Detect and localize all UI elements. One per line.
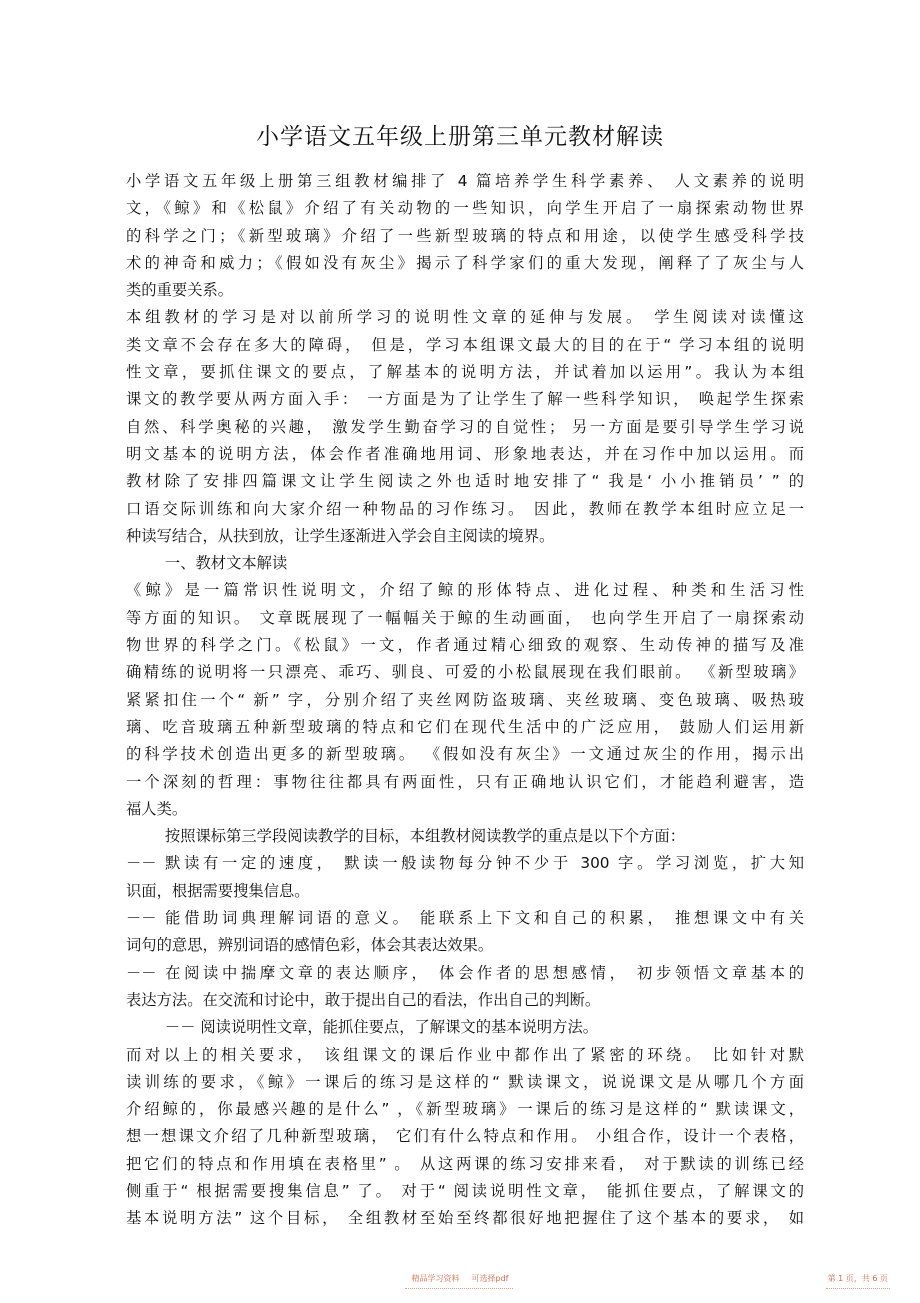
text-line: 文，《鲸》和《松鼠》介绍了有关动物的一些知识，向学生开启了一扇探索动物世界 — [126, 199, 804, 218]
footer-dotted-rule-right — [826, 1288, 890, 1289]
text-line: 小学语文五年级上册第三组教材编排了 4 篇培养学生科学素养、 人文素养的说明 — [126, 172, 804, 190]
text-line: －－ 阅读说明性文章，能抓住要点，了解课文的基本说明方法。 — [126, 1018, 599, 1037]
text-line: 福人类。 — [126, 799, 188, 818]
text-line: 一、教材文本解读 — [126, 554, 288, 573]
text-line: 的科学之门；《新型玻璃》介绍了一些新型玻璃的特点和用途，以使学生感受科学技 — [126, 226, 804, 245]
footer-label-1: 精品学习资料 — [411, 1274, 460, 1283]
text-line: 璃、吃音玻璃五种新型玻璃的特点和它们在现代生活中的广泛应用， 鼓励人们运用新 — [126, 717, 804, 736]
text-line: 紧紧扣住一个“ 新” 字，分别介绍了夹丝网防盗玻璃、夹丝玻璃、变色玻璃、吸热玻 — [126, 690, 804, 709]
text-line: 的科学技术创造出更多的新型玻璃。 《假如没有灰尘》一文通过灰尘的作用，揭示出 — [126, 745, 804, 764]
text-line: －－ 能借助词典理解词语的意义。 能联系上下文和自己的积累， 推想课文中有关 — [126, 909, 804, 928]
text-line: 性文章，要抓住课文的要点，了解基本的说明方法，并试着加以运用”。我认为本组 — [126, 363, 804, 382]
text-line: 物世界的科学之门。《松鼠》一文，作者通过精心细致的观察、生动传神的描写及准 — [126, 636, 804, 655]
text-line: 识面，根据需要搜集信息。 — [126, 881, 310, 900]
footer-dotted-rule-left — [405, 1288, 513, 1289]
footer-label-2: 可选择pdf — [471, 1274, 509, 1283]
text-line: －－ 在阅读中揣摩文章的表达顺序， 体会作者的思想感情， 初步领悟文章基本的 — [126, 963, 804, 982]
text-line: 侧重于“ 根据需要搜集信息” 了。 对于“ 阅读说明性文章， 能抓住要点，了解课文的 — [126, 1181, 804, 1200]
text-line: 一个深刻的哲理：事物往往都具有两面性，只有正确地认识它们，才能趋利避害，造 — [126, 772, 804, 791]
text-line: 课文的教学要从两方面入手： 一方面是为了让学生了解一些科学知识， 唤起学生探索 — [126, 390, 804, 409]
text-line: 基本说明方法” 这个目标， 全组教材至始至终都很好地把握住了这个基本的要求， 如 — [126, 1209, 804, 1228]
text-line: －－ 默读有一定的速度， 默读一般读物每分钟不少于 300 字。学习浏览，扩大知 — [126, 854, 804, 873]
text-line: 明文基本的说明方法，体会作者准确地用词、形象地表达，并在习作中加以运用。而 — [126, 444, 804, 463]
text-line: 介绍鲸的，你最感兴趣的是什么” ，《新型玻璃》一课后的练习是这样的“ 默读课文， — [126, 1100, 804, 1119]
text-line: 读训练的要求，《鲸》一课后的练习是这样的“ 默读课文，说说课文是从哪几个方面 — [126, 1072, 804, 1091]
document-title: 小学语文五年级上册第三单元教材解读 — [256, 124, 664, 150]
text-line: 等方面的知识。 文章既展现了一幅幅关于鲸的生动画面， 也向学生开启了一扇探索动 — [126, 608, 804, 627]
document-body — [126, 168, 804, 1233]
text-line: 自然、科学奥秘的兴趣， 激发学生勤奋学习的自觉性； 另一方面是要引导学生学习说 — [126, 417, 804, 436]
footer-watermark — [0, 1273, 920, 1284]
text-line: 把它们的特点和作用填在表格里” 。 从这两课的练习安排来看， 对于默读的训练已经 — [126, 1154, 804, 1173]
text-line: 按照课标第三学段阅读教学的目标，本组教材阅读教学的重点是以下个方面： — [126, 827, 685, 846]
text-line: 想一想课文介绍了几种新型玻璃， 它们有什么特点和作用。 小组合作，设计一个表格， — [126, 1127, 804, 1146]
text-line: 术的神奇和威力；《假如没有灰尘》揭示了科学家们的重大发现，阐释了了灰尘与人 — [126, 253, 804, 272]
text-line: 类文章不会存在多大的障碍， 但是，学习本组课文最大的目的在于“ 学习本组的说明 — [126, 335, 804, 354]
text-line: 确精练的说明将一只漂亮、乖巧、驯良、可爱的小松鼠展现在我们眼前。 《新型玻璃》 — [126, 663, 804, 682]
text-line: 教材除了安排四篇课文让学生阅读之外也适时地安排了“ 我是‘ 小小推销员’ ” 的 — [126, 472, 804, 491]
text-line: 种读写结合，从扶到放，让学生逐渐进入学会自主阅读的境界。 — [126, 526, 555, 545]
text-line: 本组教材的学习是对以前所学习的说明性文章的延伸与发展。 学生阅读对读懂这 — [126, 308, 804, 327]
text-line: 而对以上的相关要求， 该组课文的课后作业中都作出了紧密的环绕。 比如针对默 — [126, 1045, 804, 1064]
text-line: 《鲸》是一篇常识性说明文，介绍了鲸的形体特点、进化过程、种类和生活习性 — [126, 581, 804, 600]
text-line: 表达方法。在交流和讨论中，敢于提出自己的看法，作出自己的判断。 — [126, 990, 601, 1009]
text-line: 类的重要关系。 — [126, 281, 234, 300]
text-line: 口语交际训练和向大家介绍一种物品的习作练习。 因此，教师在教学本组时应立足一 — [126, 499, 804, 518]
text-line: 词句的意思，辨别词语的感情色彩，体会其表达效果。 — [126, 936, 494, 955]
page-number: 第 1 页，共 6 页 — [827, 1274, 888, 1283]
